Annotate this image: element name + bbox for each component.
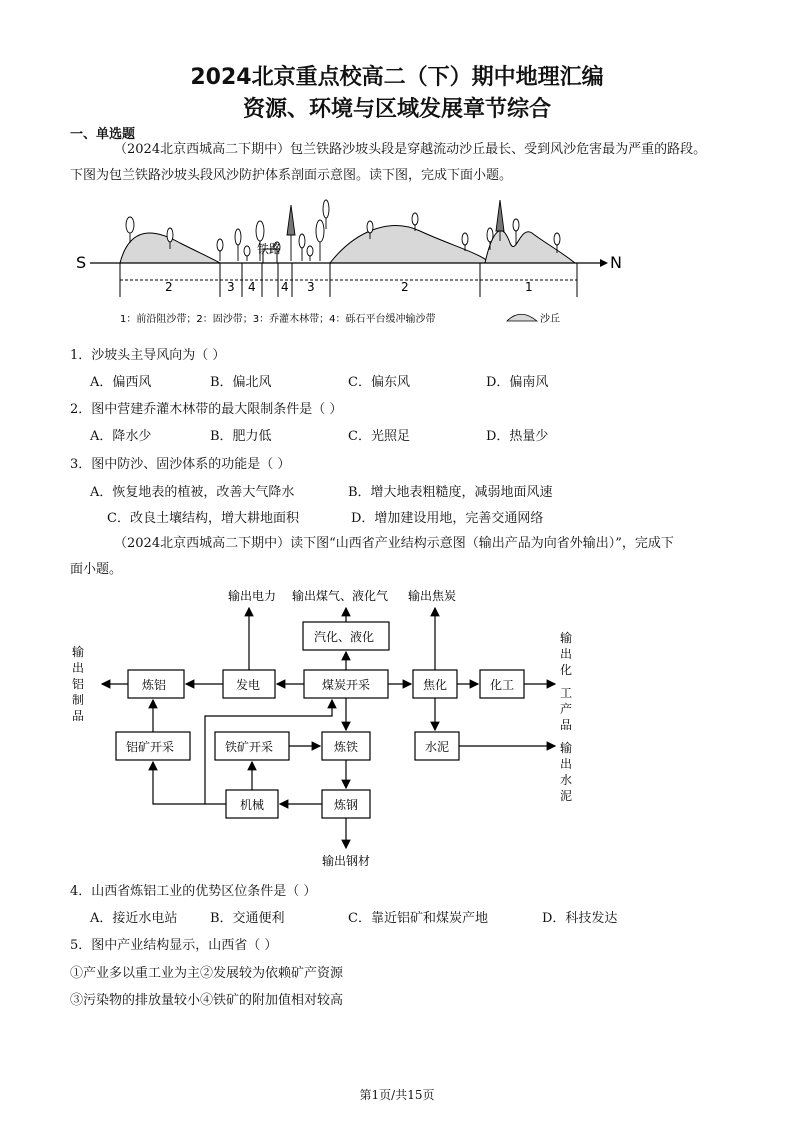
vertical-char: 输 <box>560 631 573 645</box>
vertical-char: 输 <box>560 741 573 755</box>
steelmaking-label: 炼钢 <box>334 798 359 812</box>
section-heading: 一、单选题 <box>70 127 136 142</box>
segment-label: 3 <box>307 280 315 294</box>
intro-2-line-1: （2024北京西城高二下期中）读下图“山西省产业结构示意图（输出产品为向省外输出）”，完成下 <box>114 536 674 551</box>
ironmine-label: 铁矿开采 <box>225 740 274 754</box>
q1-option-a[interactable]: A．偏西风 <box>90 375 152 390</box>
south-label: S <box>76 253 87 272</box>
q3-option-d[interactable]: D．增加建设用地，完善交通网络 <box>351 511 544 526</box>
vertical-char: 品 <box>72 709 85 723</box>
segment-label: 4 <box>248 280 256 294</box>
q4-option-b[interactable]: B．交通便利 <box>210 911 285 926</box>
vertical-char: 品 <box>560 718 573 732</box>
page-title: 2024北京重点校高二（下）期中地理汇编 <box>190 65 604 90</box>
intro-paragraph-2b <box>70 557 730 583</box>
question-2-stem: 2．图中营建乔灌木林带的最大限制条件是（ ） <box>70 402 343 417</box>
q2-option-c[interactable]: C．光照足 <box>348 429 410 444</box>
segment-label: 2 <box>165 280 173 294</box>
q2-option-b[interactable]: B．肥力低 <box>210 429 272 444</box>
segment-label: 2 <box>401 280 409 294</box>
dune-legend-icon <box>507 314 537 321</box>
dunes <box>120 226 575 263</box>
vertical-char: 工 <box>560 686 573 700</box>
vertical-char: 出 <box>560 647 573 661</box>
power-label: 发电 <box>236 678 261 692</box>
page-subtitle: 资源、环境与区域发展章节综合 <box>242 97 551 122</box>
vertical-char: 出 <box>560 757 573 771</box>
intro-paragraph-2 <box>70 531 730 557</box>
machinery-label: 机械 <box>240 798 265 812</box>
segment-label: 1 <box>525 280 533 294</box>
bauxite-label: 铝矿开采 <box>126 740 175 754</box>
question-1-stem: 1．沙坡头主导风向为（ ） <box>70 348 226 363</box>
vertical-char: 铝 <box>72 677 85 691</box>
segment-label: 3 <box>227 280 235 294</box>
question-5-stem: 5．图中产业结构显示，山西省（ ） <box>70 938 278 953</box>
railway-label: 铁路 <box>257 242 282 256</box>
vertical-char: 化 <box>560 663 573 677</box>
segment-label: 4 <box>281 280 289 294</box>
vertical-char: 输 <box>72 645 85 659</box>
output-cement <box>560 740 572 803</box>
intro-1-line-1: （2024北京西城高二下期中）包兰铁路沙坡头段是穿越流动沙丘最长、受到风沙危害最为严重的路段。 <box>114 142 707 157</box>
output-aluminum-products <box>72 644 84 723</box>
q1-option-b[interactable]: B．偏北风 <box>210 375 272 390</box>
cement-label: 水泥 <box>425 740 450 754</box>
intro-paragraph-1b <box>70 163 730 189</box>
gasify-label: 汽化、液化 <box>314 630 375 644</box>
q1-option-c[interactable]: C．偏东风 <box>348 375 410 390</box>
q3-option-a[interactable]: A．恢复地表的植被，改善大气降水 <box>90 485 295 500</box>
q4-option-d[interactable]: D．科技发达 <box>542 911 618 926</box>
output-chemical-products <box>560 630 572 732</box>
vertical-char: 出 <box>72 661 85 675</box>
coking-label: 焦化 <box>423 678 448 692</box>
output-coke-label: 输出焦炭 <box>408 589 457 603</box>
q3-option-c[interactable]: C．改良土壤结构，增大耕地面积 <box>107 511 299 526</box>
q1-option-d[interactable]: D．偏南风 <box>486 375 549 390</box>
vertical-char: 产 <box>560 702 573 716</box>
question-5-statements-1: ①产业多以重工业为主②发展较为依赖矿产资源 <box>70 966 344 981</box>
coal-label: 煤炭开采 <box>322 678 371 692</box>
intro-1-line-2: 下图为包兰铁路沙坡头段风沙防护体系剖面示意图。读下图，完成下面小题。 <box>70 168 513 183</box>
output-steel-label: 输出钢材 <box>322 854 371 868</box>
q3-option-b[interactable]: B．增大地表粗糙度，减弱地面风速 <box>348 485 553 500</box>
q2-option-d[interactable]: D．热量少 <box>486 429 549 444</box>
vertical-char: 泥 <box>560 789 573 803</box>
question-5-statements-2: ③污染物的排放量较小④铁矿的附加值相对较高 <box>70 993 344 1008</box>
intro-paragraph-1 <box>70 137 730 163</box>
q4-option-c[interactable]: C．靠近铝矿和煤炭产地 <box>348 911 488 926</box>
industry-structure-flowchart <box>60 582 590 872</box>
output-power-label: 输出电力 <box>228 589 277 603</box>
question-3-stem: 3．图中防沙、固沙体系的功能是（ ） <box>70 457 291 472</box>
q2-option-a[interactable]: A．降水少 <box>90 429 152 444</box>
intro-2-line-2: 面小题。 <box>70 562 123 577</box>
north-label: N <box>610 253 622 272</box>
chemical-label: 化工 <box>490 678 515 692</box>
page-footer: 第1页/共15页 <box>359 1088 435 1102</box>
output-gas-label: 输出煤气、液化气 <box>292 589 389 603</box>
legend-text: 1：前沿阻沙带；2：固沙带；3：乔灌木林带；4：砾石平台缓冲输沙带 <box>120 314 436 325</box>
segment-ticks <box>120 263 577 297</box>
vertical-char: 制 <box>72 693 85 707</box>
question-4-stem: 4．山西省炼铝工业的优势区位条件是（ ） <box>70 884 317 899</box>
aluminum-label: 炼铝 <box>142 678 167 692</box>
sand-protection-profile-diagram <box>70 195 630 330</box>
ironmaking-label: 炼铁 <box>334 740 359 754</box>
legend-dune: 沙丘 <box>540 314 560 325</box>
vertical-char: 水 <box>560 773 573 787</box>
q4-option-a[interactable]: A．接近水电站 <box>90 911 178 926</box>
